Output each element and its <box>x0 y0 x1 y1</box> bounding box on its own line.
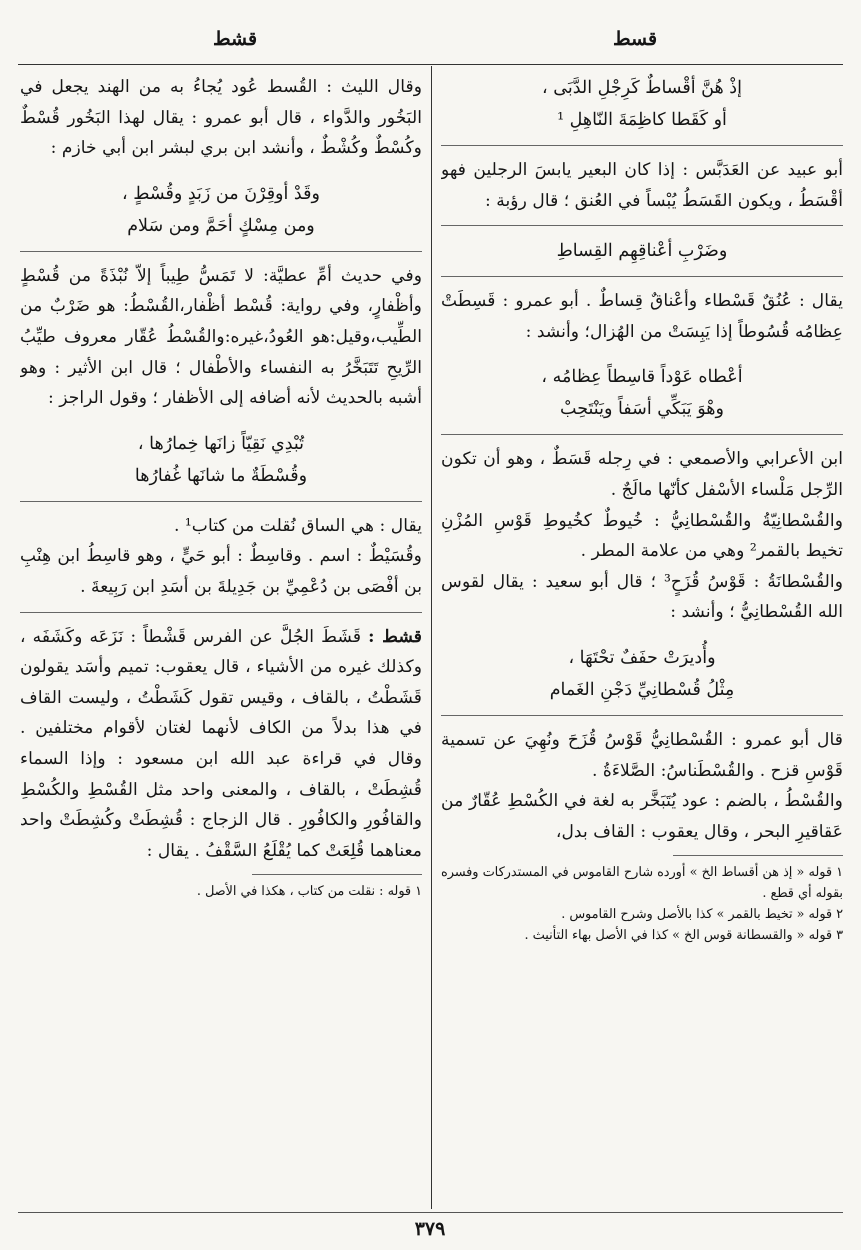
paragraph: والقُسْطانِيّةُ والقُسْطانِيُّ : خُيوطٌ كخُيوطِ قَوْسِ المُزْنِ تخيط بالقمر² وهي من علامة المطر . <box>441 510 843 562</box>
paragraph: وقُسَيْطٌ : اسم . وقاسِطٌ : أبو حَيٍّ ، وهو قاسِطُ ابن هِنْبِ بن أفْصَى بن دُعْمِيِّ بن جَدِيلةَ بن أسَدِ ابن رَبِيعةَ . <box>20 546 422 597</box>
verse-block <box>441 642 843 706</box>
separator <box>441 225 843 226</box>
verse-line: وقُسْطَةٌ ما شانَها غُفارُها <box>134 465 308 486</box>
bottom-rule <box>18 1212 843 1213</box>
separator <box>441 715 843 716</box>
separator <box>20 501 422 502</box>
verse-line: وأُديرَتْ حفَفٌ تحْتَهَا ، <box>568 647 716 668</box>
paragraph: يقال : عُنُقٌ قَسْطاء وأعْناقٌ قِساطٌ . أبو عمرو : قَسِطَتْ عِظامُه قُسُوطاً إذا يَبِسَتْ من الهُزال؛ وأنشد : <box>441 291 843 342</box>
header-right-word: قسط <box>612 28 658 50</box>
verse-line: وضَرْبِ أعْناقِهِم القِساطِ <box>556 241 728 262</box>
paragraph: أبو عبيد عن العَدَبَّس : إذا كان البعير يابسَ الرجلين فهو أقْسَطُ ، ويكون القَسَطُ يُبْساً في العُنق ؛ قال رؤبة : <box>441 160 843 211</box>
footnote-rule <box>673 855 843 856</box>
verse-line: أو كَقَطا كاظِمَةَ النّاهِلِ ¹ <box>557 110 727 130</box>
verse-line: وهْوَ يَبَكِّي أسَفاً ويَنْتَحِبْ <box>560 399 724 420</box>
verse-block <box>20 428 422 492</box>
column-divider <box>431 66 432 1209</box>
footnote: ٣ قوله « والقسطانة قوس الخ » كذا في الأصل بهاء التأنيث . <box>524 928 843 944</box>
verse-line: ومن مِسْكٍ أحَمَّ ومن سَلام <box>127 215 315 236</box>
separator <box>441 145 843 146</box>
footnote-rule <box>252 874 422 875</box>
verse-line: وقَدْ أوقِرْنَ من زَبَدٍ وقُسْطٍ ، <box>122 183 320 204</box>
paragraph: والقُسْطُ ، بالضم : عود يُتَبَخَّر به لغة في الكُسْطِ عُقّارٌ من عَقاقيرِ البحر ، وقال يعقوب : القاف بدل، <box>441 791 843 842</box>
page-number: ٣٧٩ <box>414 1218 446 1240</box>
header-left-word: قشط <box>212 28 258 50</box>
footnote: ١ قوله « إذ هن أقساط الخ » أورده شارح القاموس في المستدركات وفسره بقوله أي قطع . <box>441 865 843 902</box>
verse-line: أعْطاه عَوْداً قاسِطاً عِظامُه ، <box>541 367 743 388</box>
paragraph: وفي حديث أمِّ عطيَّة: لا تَمَسُّ طِيباً إلاّ نُبْذَةً من قُسْطٍ وأظْفارٍ، وفي رواية: قُسْط أظْفار،القُسْطُ: هو ضَرْبٌ من الطِّيب،وقيل:هو العُودُ،غيره:والقُسْطُ عُقّار معروف طيِّبُ الرِّيحِ تَتَبَخَّرُ به النفساء والأطْفال ؛ قال ابن الأثير : وهو أشبه بالحديث لأنه أضافه إلى الأظفار ؛ وقول الراجز : <box>20 265 422 409</box>
footnote: ٢ قوله « تخيط بالقمر » كذا بالأصل وشرح القاموس . <box>561 907 843 923</box>
verse-line: إذْ هُنَّ أقْساطٌ كَرِجْلِ الدَّبَى ، <box>542 78 742 98</box>
paragraph: ابن الأعرابي والأصمعي : في رِجله قَسَطٌ ، وهو أن تكون الرِّجل مَلْساء الأسْفل كأنّها مالَجٌ . <box>441 449 843 500</box>
entry-text: قَشَطَ الجُلَّ عن الفرس قَشْطاً : نَزَعَه وكَشَفَه ، وكذلك غيره من الأشياء ، قال يعقوب: تميم وأسَد يقولون قَشَطْتُ ، بالقاف ، وقيس تقول كَشَطْتُ ، وليست القاف في هذا بدلاً من الكاف لأنهما لغتان لأقوام مختلفين . وقال في قراءة عبد الله ابن مسعود : وإذا السماء قُشِطَتْ ، بالقاف ، والمعنى واحد مثل القُسْطِ والكُسْطِ والقافُورِ والكافُورِ . قال الزجاج : قُشِطَتْ وكُشِطَتْ واحد معناهما قُلِعَتْ كما يُقْلَعُ السَّقْفُ . يقال : <box>20 626 422 861</box>
verse-block <box>441 235 843 267</box>
separator <box>441 276 843 277</box>
top-rule <box>18 64 843 65</box>
entry-paragraph <box>20 622 422 867</box>
paragraph: قال أبو عمرو : القُسْطانِيُّ قَوْسُ قُزَحَ ونُهِيَ عن تسمية قَوْسِ قزح . والقُسْطَناسُ: الصَّلاءَةُ . <box>441 729 843 781</box>
verse-block <box>441 361 843 425</box>
separator <box>20 612 422 613</box>
paragraph: يقال : هي الساق نُقلت من كتاب¹ . <box>173 515 422 536</box>
entry-headword: قشط : <box>368 626 422 647</box>
separator <box>441 434 843 435</box>
left-column <box>20 72 422 1210</box>
verse-block <box>20 178 422 242</box>
paragraph: والقُسْطانَةُ : قَوْسُ قُزَحٍ³ ؛ قال أبو سعيد : يقال لقوس الله القُسْطانِيُّ ؛ وأنشد : <box>441 571 843 623</box>
paragraph: وقال الليث : القُسط عُود يُجاءُ به من الهند يجعل في البَخُور والدَّواء ، قال أبو عمرو : يقال لهذا البَخُور قُسْطٌ وكُسْطٌ وكُشْطٌ ، وأنشد ابن بري لبشر ابن أبي خازم : <box>20 77 422 159</box>
verse-line: مِثْلُ قُسْطانِيِّ دَجْنِ الغَمام <box>549 679 735 700</box>
right-column <box>441 72 843 1210</box>
separator <box>20 251 422 252</box>
verse-block <box>441 72 843 136</box>
verse-line: تُبْدِي نَقِيّاً زانَها خِمارُها ، <box>137 433 305 454</box>
footnote: ١ قوله : نقلت من كتاب ، هكذا في الأصل . <box>196 884 422 900</box>
